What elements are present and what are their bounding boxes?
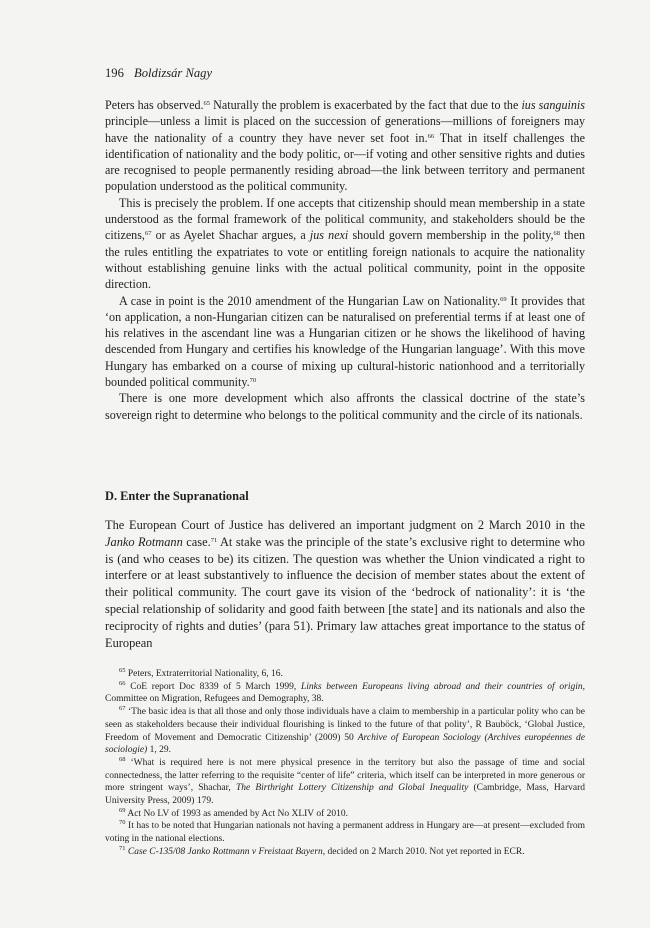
footnote-ref-67[interactable]: 67 bbox=[144, 230, 152, 238]
footnote-ref-66[interactable]: 66 bbox=[427, 132, 435, 140]
running-head-author: Boldizsár Nagy bbox=[134, 66, 213, 80]
footnote-text: ‘The basic idea is that all those and only those individuals have a claim to membership in a particular polity who can be seen as stakeholders because their individual flourishing is linked to the future of that polity’, R Bauböck, ‘Global Justice, Freedom of Movement and Democratic Citizenship’ (2009) 50 bbox=[105, 707, 585, 743]
footnote-text: Act No LV of 1993 as amended by Act No XLIV of 2010. bbox=[125, 808, 349, 819]
text-run: The European Court of Justice has delivered an important judgment on 2 March 2010 in the bbox=[105, 518, 585, 532]
footnote-number: 68 bbox=[119, 755, 126, 763]
footnote-italic: Links between Europeans living abroad and their countries of origin bbox=[300, 681, 583, 692]
text-run: At stake was the principle of the state’s exclusive right to determine who is (and who ceases to be) its citizen. The question was whether the Union vindicated a right to interfere or at least substantively to influence the decision of member states about the extent of their political community. The court gave its vision of the ‘bedrock of nationality’: it is ‘the special relationship of solidarity and good faith between [the state] and its nationals and also the reciprocity of rights and duties’ (para 51). Primary law attaches great importance to the status of European bbox=[105, 534, 585, 650]
paragraph-5 bbox=[105, 517, 585, 651]
text-run: That in itself challenges the identification of nationality and the body politic, or—if voting and other sensitive rights and duties are recognised to people permanently residing abroad—the link between territory and permanent population understood as the political community. bbox=[105, 130, 585, 194]
paragraph-3 bbox=[105, 293, 585, 391]
body-text-lower bbox=[105, 517, 585, 651]
text-run: A case in point is the 2010 amendment of the Hungarian Law on Nationality. bbox=[119, 293, 501, 308]
running-header bbox=[105, 66, 585, 81]
footnote-68 bbox=[105, 757, 585, 808]
footnote-ref-65[interactable]: 65 bbox=[203, 100, 211, 107]
text-run: This is precisely the problem. If one accepts that citizenship should mean membership in a state understood as the formal framework of the political community, and stakeholders should be the citizens, bbox=[105, 195, 585, 243]
body-text-upper bbox=[105, 97, 585, 423]
text-run: It provides that ‘on application, a non-Hungarian citizen can be naturalised on preferential terms if at least one of his relatives in the ascendant line was a Hungarian citizen or he shows the likelihood of having descended from Hungary and certifies his knowledge of the Hungarian language’. With this move Hungary has embarked on a course of mixing up cultural-historic nationhood and a territorially bounded political community. bbox=[105, 293, 585, 390]
footnote-65 bbox=[105, 668, 585, 681]
footnote-ref-71[interactable]: 71 bbox=[210, 536, 218, 544]
footnote-number: 71 bbox=[119, 844, 126, 852]
footnote-italic: The Birthright Lottery Citizenship and Global Inequality bbox=[235, 783, 469, 794]
footnote-text: Peters, Extraterritorial Nationality, 6, 16. bbox=[125, 669, 283, 679]
footnote-number: 65 bbox=[119, 667, 126, 674]
page-number: 196 bbox=[105, 66, 124, 80]
footnote-number: 66 bbox=[119, 679, 126, 687]
footnote-text: ‘What is required here is not mere physical presence in the territory but also the passage of time and social connectedness, the latter referring to the requisite “center of life” criteria, which itself can be interpreted in more generous or more stringent ways’, Shachar, bbox=[105, 757, 585, 794]
text-run: or as Ayelet Shachar argues, a bbox=[151, 228, 310, 243]
footnote-69 bbox=[105, 808, 585, 821]
footnote-text: 1, 29. bbox=[147, 745, 171, 756]
text-run: principle—unless a limit is placed on the succession of generations—millions of foreigners may have the nationality of a country they have never set foot in. bbox=[105, 114, 585, 145]
italic-term: jus nexi bbox=[309, 228, 349, 243]
footnote-italic: Case C-135/08 Janko Rottmann v Freistaat Bayern bbox=[125, 846, 323, 857]
footnote-67 bbox=[105, 706, 585, 757]
footnote-text: It has to be noted that Hungarian nationals not having a permanent address in Hungary are—at present—excluded from voting in the national elections. bbox=[105, 821, 585, 845]
footnote-71 bbox=[105, 846, 585, 859]
paragraph-1 bbox=[105, 97, 585, 195]
text-run: Peters has observed. bbox=[105, 98, 204, 112]
footnote-text: , decided on 2 March 2010. Not yet reported in ECR. bbox=[322, 846, 525, 857]
footnote-66 bbox=[105, 681, 585, 706]
footnote-number: 67 bbox=[119, 705, 126, 713]
text-run: then the rules entitling the expatriates to vote or entitling foreign nationals to acquire the nationality without establishing genuine links with the actual political community, point in the opposite direction. bbox=[105, 228, 585, 292]
text-run: case. bbox=[182, 534, 211, 549]
italic-case-name: Janko Rotmann bbox=[105, 534, 183, 549]
footnote-ref-70[interactable]: 70 bbox=[249, 377, 257, 385]
footnote-text: , Committee on Migration, Refugees and Demography, 38. bbox=[105, 681, 585, 705]
footnotes bbox=[105, 668, 585, 859]
footnote-ref-69[interactable]: 69 bbox=[500, 295, 507, 303]
footnote-text: CoE report Doc 8339 of 5 March 1999, bbox=[125, 681, 301, 692]
footnote-70 bbox=[105, 820, 585, 845]
footnote-ref-68[interactable]: 68 bbox=[553, 230, 561, 238]
text-run: Naturally the problem is exacerbated by the fact that due to the bbox=[210, 98, 522, 112]
footnote-number: 70 bbox=[119, 819, 126, 827]
footnote-number: 69 bbox=[119, 806, 126, 814]
text-run: should govern membership in the polity, bbox=[348, 228, 554, 243]
text-run: There is one more development which also affronts the classical doctrine of the state’s sovereign right to determine who belongs to the political community and the circle of its nationals. bbox=[105, 391, 585, 422]
paragraph-4 bbox=[105, 390, 585, 423]
footnote-text: (Cambridge, Mass, Harvard University Press, 2009) 179. bbox=[105, 783, 585, 807]
footnote-italic: Archive of European Sociology (Archives européennes de sociologie) bbox=[105, 732, 585, 756]
section-heading: D. Enter the Supranational bbox=[105, 489, 249, 503]
italic-term: ius sanguinis bbox=[521, 98, 586, 112]
paragraph-2 bbox=[105, 195, 585, 293]
